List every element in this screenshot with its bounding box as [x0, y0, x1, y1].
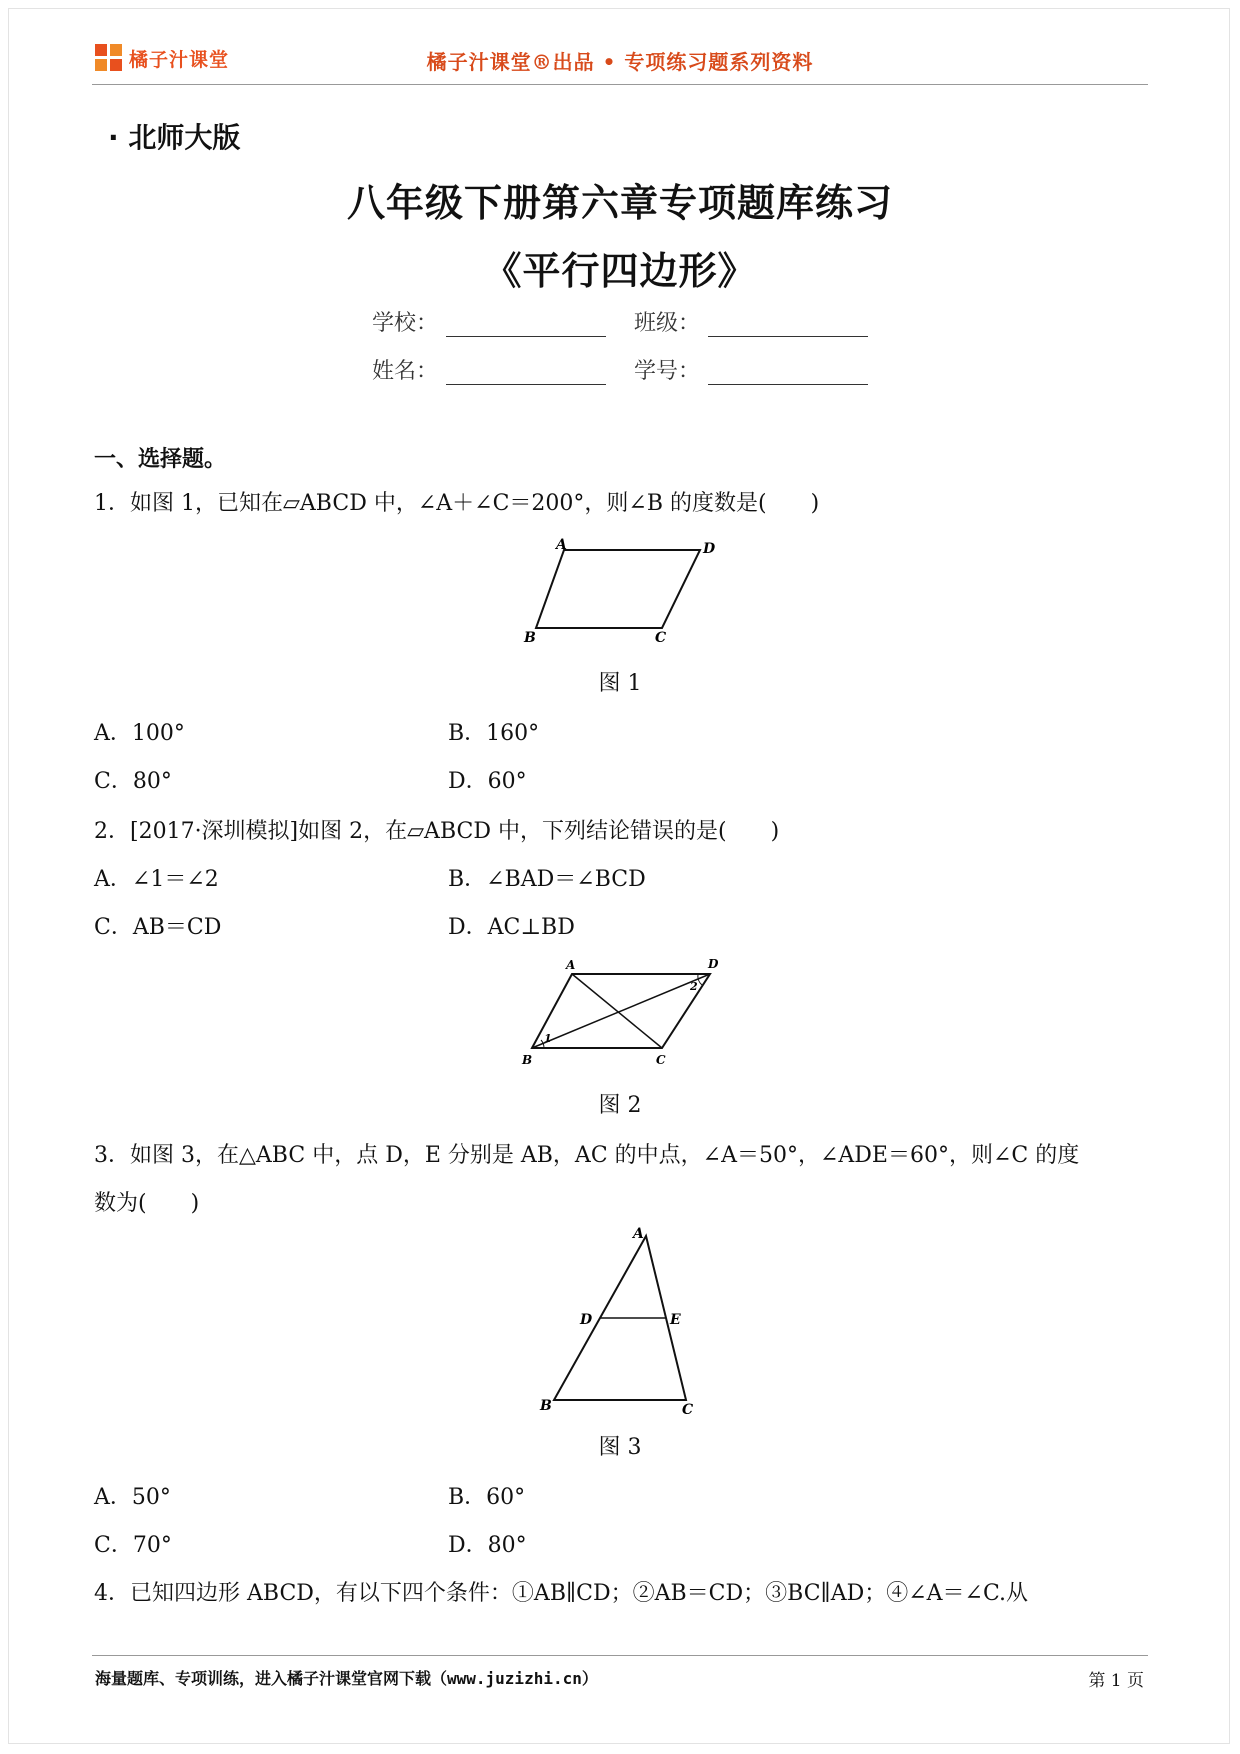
page-number: 第 1 页: [1088, 1671, 1144, 1691]
fig3-label-d: D: [580, 1312, 593, 1328]
class-field: [634, 306, 868, 337]
student-id-label: 学号：: [634, 359, 701, 384]
figure-2: [514, 956, 724, 1072]
fig2-label-b: B: [522, 1053, 533, 1067]
fig3-label-a: A: [633, 1226, 644, 1242]
name-label: 姓名：: [372, 359, 439, 384]
fig3-label-e: E: [670, 1312, 681, 1328]
fig1-label-d: D: [703, 541, 716, 557]
name-blank: [446, 360, 606, 385]
diagonal-bd: [532, 974, 710, 1048]
q1-option-d: D．60°: [448, 769, 527, 794]
q3-option-c: C．70°: [94, 1533, 172, 1558]
fig2-angle-1: 1: [544, 1032, 552, 1045]
footer-promo: 海量题库、专项训练，进入橘子汁课堂官网下载（www.juzizhi.cn）: [95, 1669, 598, 1688]
q2-option-d: D．AC⊥BD: [448, 915, 575, 940]
header-divider: [92, 84, 1148, 85]
question-2: 2．[2017·深圳模拟]如图 2，在▱ABCD 中，下列结论错误的是( ): [94, 819, 780, 844]
document-title: 八年级下册第六章专项题库练习: [346, 180, 893, 225]
figure-1: [520, 536, 720, 646]
logo-text: 橘子汁课堂: [129, 48, 230, 71]
q2-option-b: B．∠BAD＝∠BCD: [448, 867, 646, 892]
question-3-line-2: 数为( ): [94, 1191, 200, 1216]
school-blank: [446, 312, 606, 337]
fig2-label-a: A: [566, 958, 576, 972]
fig3-label-c: C: [682, 1402, 694, 1418]
angle-arc-2: [698, 974, 702, 985]
q3-option-b: B．60°: [448, 1485, 526, 1510]
class-blank: [708, 312, 868, 337]
parallelogram-shape: [536, 550, 700, 628]
figure-2-caption: 图 2: [598, 1093, 642, 1118]
q3-option-d: D．80°: [448, 1533, 527, 1558]
question-4: 4．已知四边形 ABCD，有以下四个条件：①AB∥CD；②AB＝CD；③BC∥AD；④∠A＝∠C.从: [94, 1581, 1029, 1606]
name-field: [372, 354, 606, 385]
fig3-label-b: B: [540, 1398, 552, 1414]
section-title: 一、选择题。: [94, 447, 227, 472]
q1-option-a: A．100°: [94, 721, 185, 746]
figure-3-caption: 图 3: [598, 1435, 642, 1460]
q1-option-b: B．160°: [448, 721, 540, 746]
q3-option-a: A．50°: [94, 1485, 171, 1510]
school-field: [372, 306, 606, 337]
class-label: 班级：: [634, 311, 701, 336]
figure-3: [536, 1224, 706, 1420]
edition-label: · 北师大版: [108, 121, 241, 154]
fig2-label-d: D: [708, 957, 719, 971]
diagonal-ac: [572, 974, 662, 1048]
fig2-label-c: C: [656, 1053, 666, 1067]
q2-option-a: A．∠1＝∠2: [94, 867, 219, 892]
fig1-label-a: A: [556, 537, 567, 553]
header-title: 橘子汁课堂®出品 • 专项练习题系列资料: [426, 50, 814, 74]
fig1-label-b: B: [524, 630, 536, 646]
student-id-field: [634, 354, 868, 385]
student-id-blank: [708, 360, 868, 385]
footer-divider: [92, 1655, 1148, 1656]
q2-option-c: C．AB＝CD: [94, 915, 222, 940]
fig1-label-c: C: [655, 630, 667, 646]
document-subtitle: 《平行四边形》: [483, 248, 757, 293]
question-1: 1．如图 1，已知在▱ABCD 中，∠A＋∠C＝200°，则∠B 的度数是( ): [94, 491, 820, 516]
figure-1-caption: 图 1: [598, 671, 642, 696]
school-label: 学校：: [372, 311, 439, 336]
question-3-line-1: 3．如图 3，在△ABC 中，点 D，E 分别是 AB，AC 的中点，∠A＝50°，∠ADE＝60°，则∠C 的度: [94, 1143, 1080, 1168]
fig2-angle-2: 2: [690, 980, 698, 993]
q1-option-c: C．80°: [94, 769, 172, 794]
